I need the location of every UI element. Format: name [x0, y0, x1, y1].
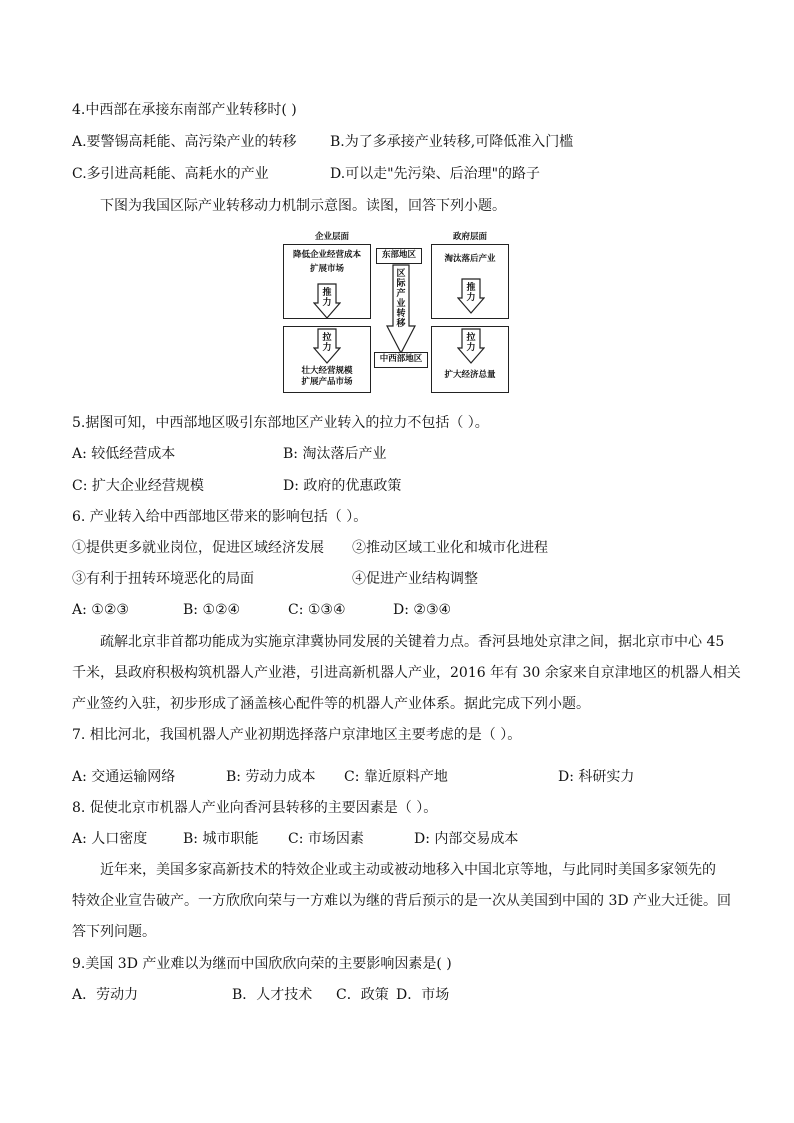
question-6-stem: 6. 产业转入给中西部地区带来的影响包括（ ）。 — [72, 509, 368, 525]
expand-market-text: 扩展市场 — [309, 264, 344, 274]
government-level-label: 政府层面 — [452, 232, 487, 242]
q9-option-a: A．劳动力 — [72, 987, 139, 1003]
q7-option-d: D: 科研实力 — [558, 769, 635, 785]
q4-option-d: D.可以走"先污染、后治理"的路子 — [330, 166, 541, 182]
q6-option-c: C: ①③④ — [288, 602, 346, 618]
expand-scale-text: 壮大经营规模 — [301, 366, 353, 376]
q7-option-b: B: 劳动力成本 — [226, 769, 316, 785]
passage-2-line-3: 答下列问题。 — [72, 924, 156, 940]
push-label-right: 推力 — [466, 283, 476, 303]
diagram-intro: 下图为我国区际产业转移动力机制示意图。读图，回答下列小题。 — [100, 198, 506, 214]
question-5-stem: 5.据图可知，中西部地区吸引东部地区产业转入的拉力不包括（ ）。 — [72, 415, 489, 431]
q8-option-d: D: 内部交易成本 — [414, 831, 519, 847]
pull-label-left: 拉力 — [322, 333, 332, 353]
question-9-stem: 9.美国 3D 产业难以为继而中国欣欣向荣的主要影响因素是( ) — [72, 956, 452, 972]
q7-option-a: A: 交通运输网络 — [72, 769, 176, 785]
q6-option-d: D: ②③④ — [393, 602, 452, 618]
industry-transfer-diagram — [283, 230, 511, 395]
reduce-cost-text: 降低企业经营成本 — [292, 250, 361, 260]
push-label-left: 推力 — [322, 288, 332, 308]
transfer-label: 区际产业转移 — [396, 269, 406, 329]
q6-option-a: A: ①②③ — [72, 602, 129, 618]
q5-option-b: B: 淘汰落后产业 — [283, 446, 387, 462]
q9-option-b: B．人才技术 — [232, 987, 313, 1003]
q6-item-2: ②推动区域工业化和城市化进程 — [352, 540, 548, 556]
q8-option-b: B: 城市职能 — [183, 831, 259, 847]
q8-option-c: C: 市场因素 — [288, 831, 364, 847]
central-western-label: 中西部地区 — [379, 354, 423, 364]
q6-item-1: ①提供更多就业岗位，促进区域经济发展 — [72, 540, 324, 556]
question-7-stem: 7. 相比河北，我国机器人产业初期选择落户京津地区主要考虑的是（ ）。 — [72, 727, 522, 743]
q4-option-b: B.为了多承接产业转移,可降低准入门槛 — [330, 134, 574, 150]
q6-item-3: ③有利于扭转环境恶化的局面 — [72, 571, 254, 587]
eliminate-text: 淘汰落后产业 — [444, 254, 496, 264]
pull-label-right: 拉力 — [466, 333, 476, 353]
question-4-stem: 4.中西部在承接东南部产业转移时( ) — [72, 102, 297, 118]
question-8-stem: 8. 促使北京市机器人产业向香河县转移的主要因素是（ ）。 — [72, 800, 438, 816]
passage-1-line-1: 疏解北京非首都功能成为实施京津冀协同发展的关键着力点。香河县地处京津之间，据北京市中心 45 — [100, 634, 725, 650]
q5-option-d: D: 政府的优惠政策 — [283, 478, 402, 494]
passage-2-line-1: 近年来，美国多家高新技术的特效企业或主动或被动地移入中国北京等地，与此同时美国多家领先的 — [100, 862, 716, 878]
q4-option-c: C.多引进高耗能、高耗水的产业 — [72, 166, 269, 182]
q5-option-a: A: 较低经营成本 — [72, 446, 176, 462]
q6-item-4: ④促进产业结构调整 — [352, 571, 478, 587]
enterprise-level-label: 企业层面 — [314, 232, 349, 242]
expand-product-market-text: 扩展产品市场 — [301, 377, 353, 387]
q9-option-d: D．市场 — [396, 987, 450, 1003]
q9-option-c: C．政策 — [336, 987, 389, 1003]
q8-option-a: A: 人口密度 — [72, 831, 148, 847]
expand-total-text: 扩大经济总量 — [444, 370, 496, 380]
q5-option-c: C: 扩大企业经营规模 — [72, 478, 204, 494]
passage-1-line-2: 千米，县政府积极构筑机器人产业港，引进高新机器人产业，2016 年有 30 余家来自京津地区的机器人相关 — [72, 665, 741, 681]
q4-option-a: A.要警锡高耗能、高污染产业的转移 — [72, 134, 297, 150]
passage-1-line-3: 产业签约入驻，初步形成了涵盖核心配件等的机器人产业体系。据此完成下列小题。 — [72, 696, 590, 712]
q6-option-b: B: ①②④ — [183, 602, 241, 618]
passage-2-line-2: 特效企业宣告破产。一方欣欣向荣与一方难以为继的背后预示的是一次从美国到中国的 3D 产业大迁徙。回 — [72, 893, 732, 909]
q7-option-c: C: 靠近原料产地 — [344, 769, 448, 785]
eastern-region-label: 东部地区 — [381, 250, 416, 260]
